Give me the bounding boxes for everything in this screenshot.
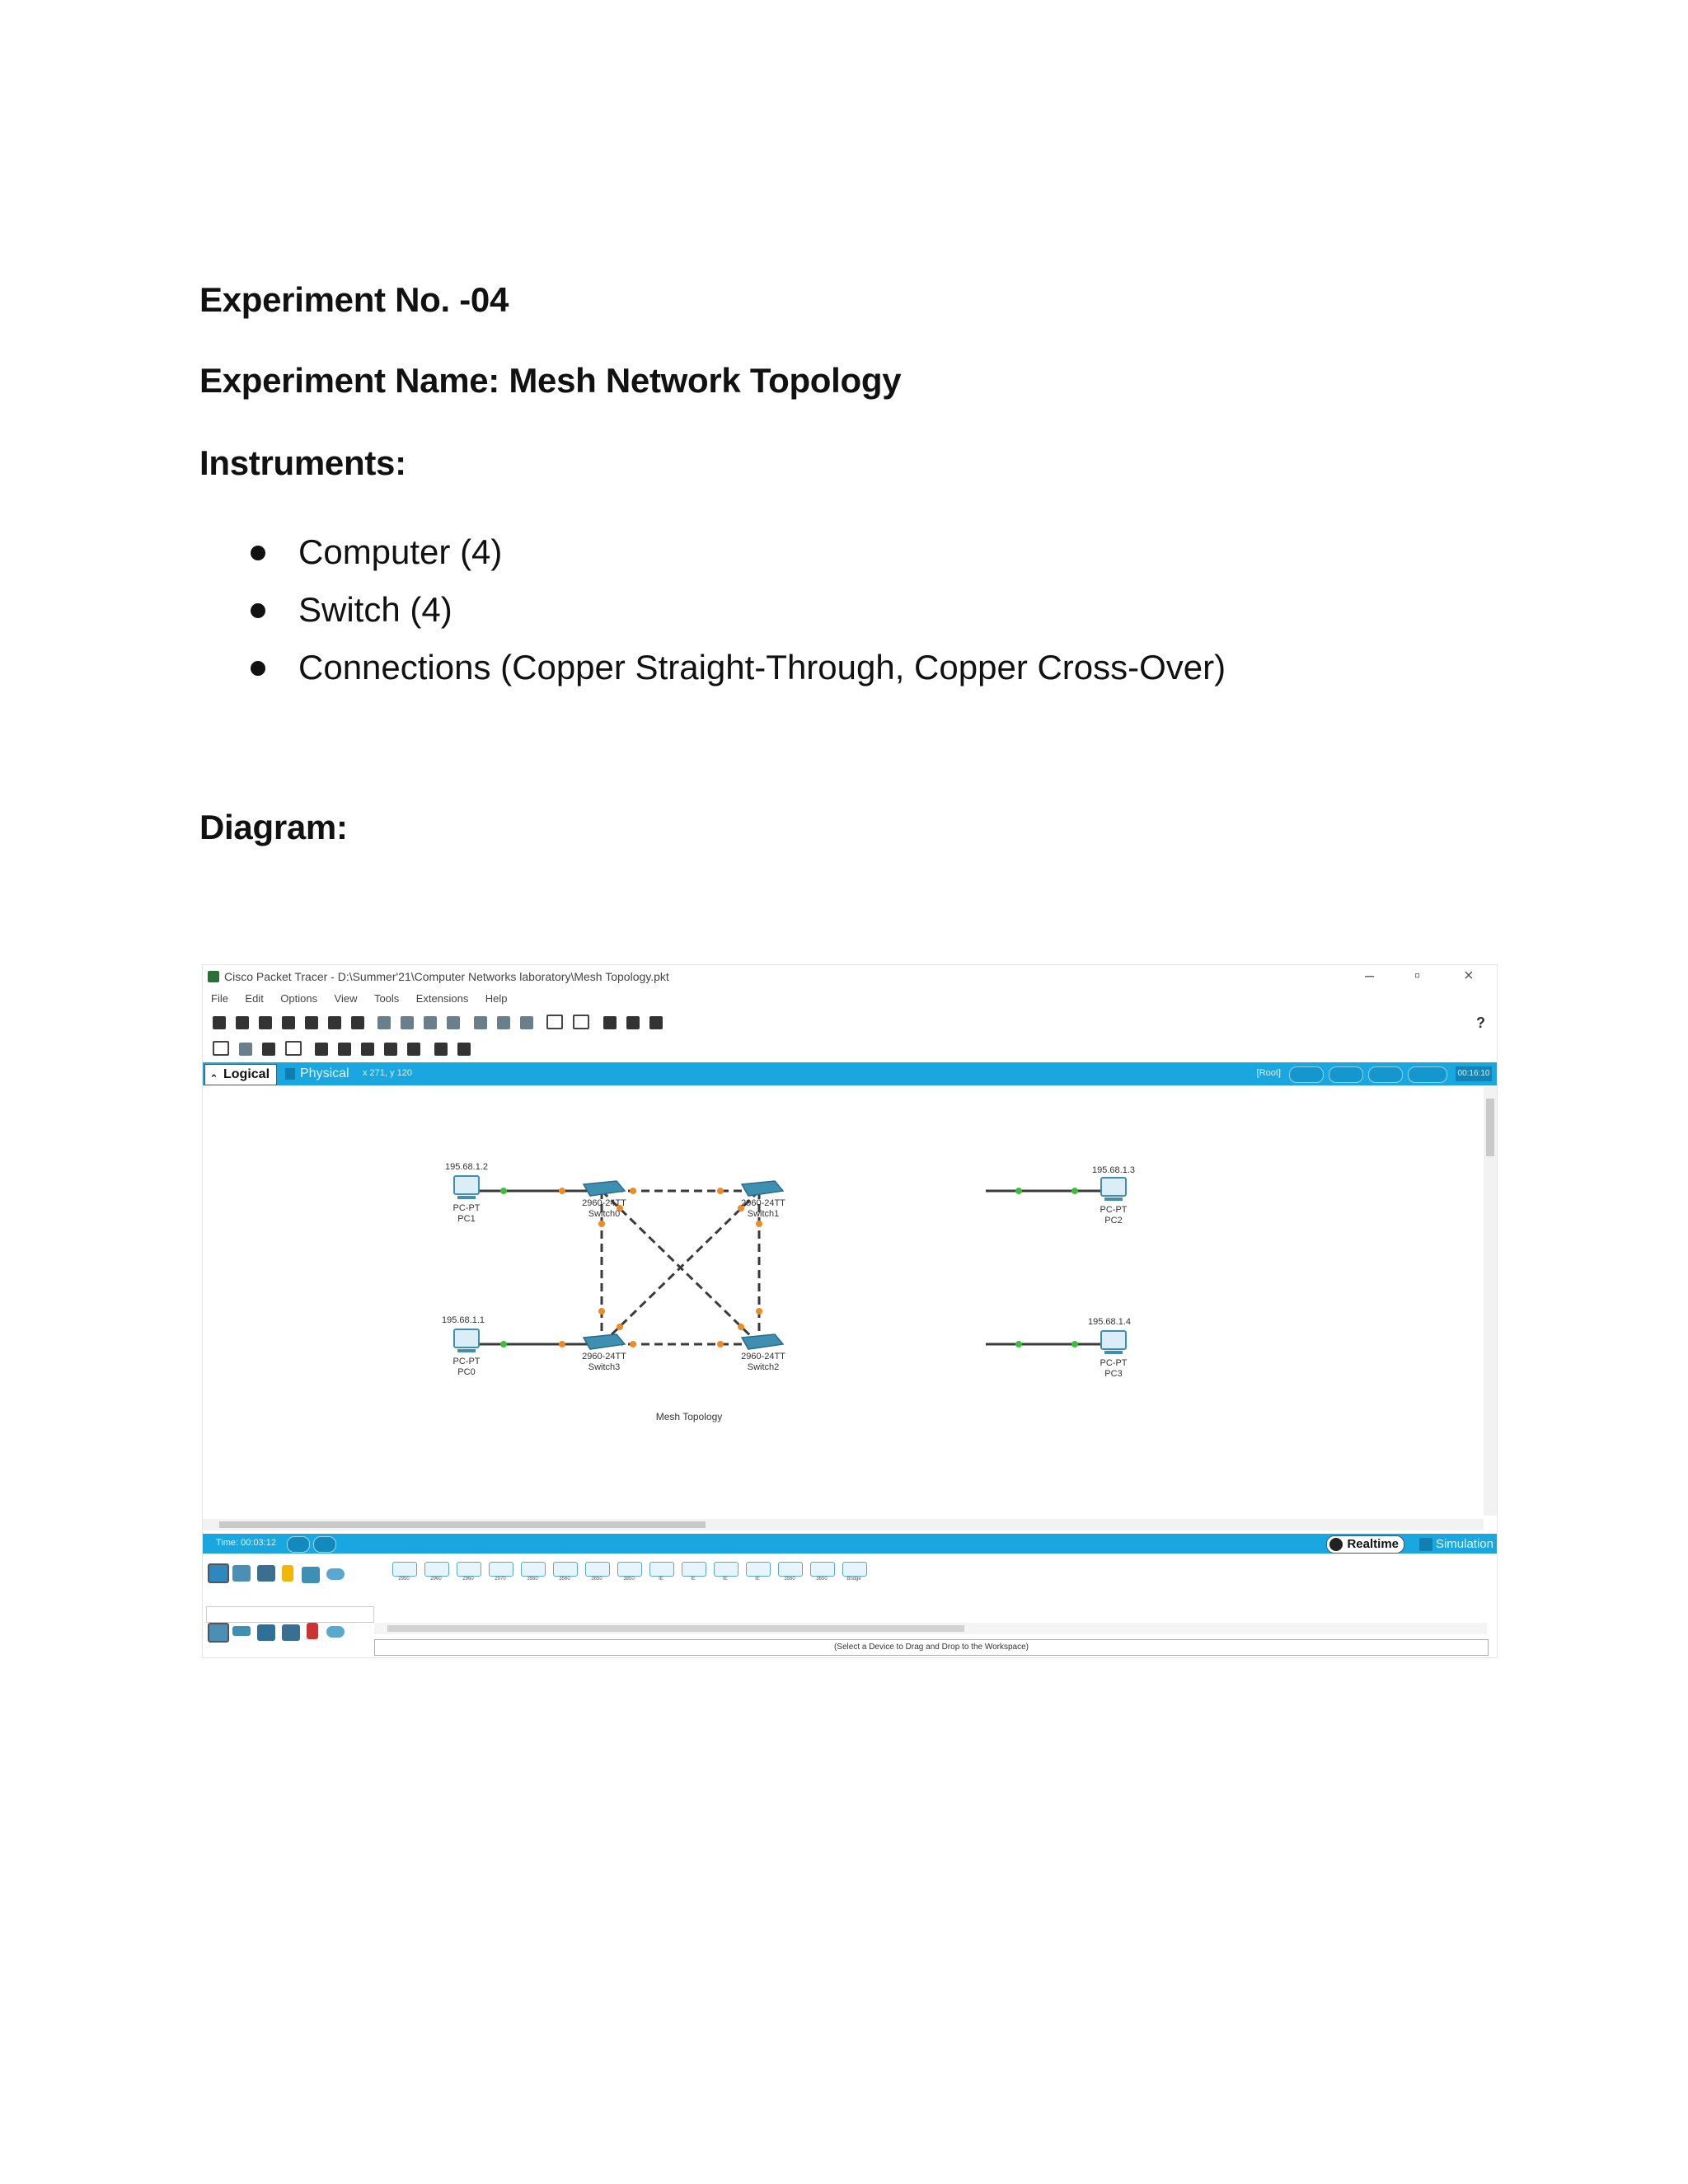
pc-icon <box>1101 1178 1126 1196</box>
common-tools-bar <box>208 1038 476 1059</box>
delete-icon[interactable] <box>262 1043 275 1056</box>
switch-model-icon <box>424 1562 449 1577</box>
window-title: Cisco Packet Tracer - D:\Summer'21\Computer Networks laboratory\Mesh Topology.pkt <box>224 970 669 983</box>
zoom-reset-icon[interactable] <box>497 1016 510 1029</box>
switch-name: Switch3 <box>588 1362 621 1372</box>
zoom-in-icon[interactable] <box>474 1016 487 1029</box>
time-bar <box>203 1534 1497 1554</box>
switch-model-icon <box>649 1562 674 1577</box>
switch-name: Switch0 <box>588 1209 621 1219</box>
switch-model-label: 3560 <box>559 1577 570 1582</box>
pc-icon <box>454 1176 479 1194</box>
switch-model-label: 2950 <box>398 1577 410 1582</box>
switch-model-label: 3650 <box>816 1577 828 1582</box>
switch-model-label: 2960 <box>430 1577 442 1582</box>
link-light <box>1015 1341 1022 1347</box>
pc-model: PC-PT <box>452 1203 481 1213</box>
select-icon[interactable] <box>213 1041 229 1056</box>
clock-display: 00:16:10 <box>1456 1066 1492 1081</box>
link-light <box>1015 1188 1022 1194</box>
custom-device-icon[interactable] <box>573 1015 589 1029</box>
link-light <box>598 1221 605 1227</box>
switch-model: 2960-24TT <box>741 1352 785 1361</box>
drawing-palette-icon[interactable] <box>546 1015 563 1029</box>
pc-model: PC-PT <box>452 1357 481 1366</box>
switch-model-label: 3560 <box>527 1577 538 1582</box>
switch-model-icon <box>778 1562 803 1577</box>
pc-pc0[interactable] <box>442 1315 485 1377</box>
menu-edit[interactable]: Edit <box>245 992 264 1005</box>
pc-icon <box>1101 1331 1126 1349</box>
device-subcategories <box>206 1619 371 1647</box>
app-logo-icon <box>208 971 219 982</box>
link-light <box>738 1324 744 1330</box>
switch-model-icon <box>617 1562 642 1577</box>
device-categories <box>206 1560 387 1588</box>
simulation-mode-button[interactable]: Simulation <box>1419 1537 1493 1551</box>
workspace-tab-bar <box>203 1062 1497 1085</box>
link-light <box>756 1308 762 1315</box>
wireless-icon[interactable] <box>282 1624 300 1641</box>
switch-model-item[interactable] <box>423 1560 449 1585</box>
zoom-out-icon[interactable] <box>520 1016 533 1029</box>
title-bar <box>203 965 1497 990</box>
link-status-lights <box>500 1188 1078 1347</box>
switch-switch0[interactable] <box>582 1181 626 1219</box>
move-object-button[interactable] <box>1408 1066 1447 1083</box>
diagram-heading: Diagram: <box>199 808 348 846</box>
scroll-thumb[interactable] <box>387 1625 964 1632</box>
switch-model-label: IE <box>723 1577 728 1582</box>
tab-logical[interactable]: ⌃ Logical <box>204 1064 277 1085</box>
link-light <box>559 1188 565 1194</box>
menu-file[interactable]: File <box>211 992 228 1005</box>
link-light <box>598 1308 605 1315</box>
pc-icon <box>454 1329 479 1347</box>
switch-model-icon <box>392 1562 417 1577</box>
switch-model-icon <box>842 1562 867 1577</box>
switch-model-item[interactable] <box>391 1560 417 1585</box>
menu-bar <box>203 991 513 1010</box>
viewport-icon[interactable] <box>603 1016 617 1029</box>
switch-model-label: 3560 <box>784 1577 795 1582</box>
switch-model-item[interactable] <box>712 1560 738 1585</box>
pc-base <box>1104 1351 1123 1354</box>
switch-model-icon <box>714 1562 738 1577</box>
hubs-icon[interactable] <box>257 1624 275 1641</box>
switch-model-label: 2970 <box>495 1577 506 1582</box>
viewport-button[interactable] <box>1329 1066 1363 1083</box>
root-label: [Root] <box>1256 1068 1281 1078</box>
switch-model-item[interactable] <box>487 1560 513 1585</box>
switch-model-item[interactable] <box>776 1560 803 1585</box>
activity-wizard-icon[interactable] <box>351 1016 364 1029</box>
switch-icon <box>742 1181 783 1196</box>
main-toolbar <box>208 1011 668 1033</box>
menu-help[interactable]: Help <box>485 992 508 1005</box>
workspace-horizontal-scrollbar[interactable] <box>203 1519 1484 1530</box>
switch-model-item[interactable] <box>584 1560 610 1585</box>
instruments-list <box>247 527 1226 701</box>
pc-base <box>457 1196 476 1199</box>
workspace-vertical-scrollbar[interactable] <box>1484 1087 1497 1516</box>
add-simple-pdu-icon[interactable] <box>434 1043 448 1056</box>
switch-switch1[interactable] <box>741 1181 785 1219</box>
minimize-button[interactable]: – <box>1365 967 1375 985</box>
pc-name: PC2 <box>1104 1216 1123 1226</box>
pc-pc1[interactable] <box>445 1162 488 1224</box>
switch-model-label: IE <box>755 1577 760 1582</box>
switch-model-icon <box>585 1562 610 1577</box>
list-item: Connections (Copper Straight-Through, Copper Cross-Over) <box>247 643 1226 701</box>
list-item: Switch (4) <box>247 585 1226 643</box>
bullet-icon <box>251 661 265 676</box>
cluster-icon[interactable] <box>626 1016 640 1029</box>
switch-model-label: 3650 <box>591 1577 603 1582</box>
switch-model-label: IE <box>691 1577 696 1582</box>
pc-ip: 195.68.1.4 <box>1088 1317 1131 1327</box>
switch-model-icon <box>746 1562 771 1577</box>
pc-pc3[interactable] <box>1088 1317 1131 1379</box>
link-light <box>500 1341 507 1347</box>
switch-switch3[interactable] <box>582 1334 626 1372</box>
bullet-icon <box>251 546 265 560</box>
link-light <box>1071 1188 1078 1194</box>
switch-model: 2960-24TT <box>741 1198 785 1208</box>
pc-ip: 195.68.1.1 <box>442 1315 485 1325</box>
freeform-icon[interactable] <box>407 1043 420 1056</box>
link-light <box>1071 1341 1078 1347</box>
device-hint: (Select a Device to Drag and Drop to the Workspace) <box>374 1639 1489 1656</box>
draw-line-icon[interactable] <box>338 1043 351 1056</box>
switch-model-icon <box>553 1562 578 1577</box>
time-display: Time: 00:03:12 <box>216 1538 276 1548</box>
power-cycle-button[interactable] <box>287 1536 310 1553</box>
undo-icon[interactable] <box>424 1016 437 1029</box>
pc-base <box>1104 1197 1123 1201</box>
link-light <box>756 1221 762 1227</box>
instruments-heading: Instruments: <box>199 443 406 482</box>
switch-model-item[interactable] <box>519 1560 546 1585</box>
tab-physical[interactable]: Physical <box>284 1064 356 1084</box>
save-icon[interactable] <box>259 1016 272 1029</box>
end-devices-icon[interactable] <box>232 1565 251 1582</box>
switch-model-label: IE <box>659 1577 663 1582</box>
switch-model-item[interactable] <box>841 1560 867 1585</box>
list-item: Computer (4) <box>247 527 1226 585</box>
components-icon[interactable] <box>257 1565 275 1582</box>
paste-icon[interactable] <box>401 1016 414 1029</box>
scroll-thumb[interactable] <box>219 1521 706 1528</box>
info-icon[interactable] <box>305 1016 318 1029</box>
switch-model-icon <box>457 1562 481 1577</box>
back-button[interactable] <box>1289 1066 1324 1083</box>
switch-model-label: 2960 <box>462 1577 474 1582</box>
switch-model-icon <box>810 1562 835 1577</box>
network-devices-icon[interactable] <box>208 1563 229 1583</box>
topology-diagram <box>203 1087 1484 1519</box>
pc-name: PC0 <box>457 1367 476 1377</box>
topology-caption: Mesh Topology <box>655 1411 723 1422</box>
image-icon[interactable] <box>649 1016 663 1029</box>
routers-icon[interactable] <box>208 1623 229 1643</box>
logical-workspace[interactable] <box>203 1087 1497 1519</box>
pc-pc2[interactable] <box>1092 1165 1135 1226</box>
link-light <box>717 1341 724 1347</box>
pc-base <box>457 1349 476 1352</box>
security-icon[interactable] <box>307 1623 318 1639</box>
switch-model-item[interactable] <box>455 1560 481 1585</box>
link-light <box>630 1341 636 1347</box>
physical-icon <box>285 1068 295 1080</box>
link-light <box>717 1188 724 1194</box>
switch-model: 2960-24TT <box>582 1198 626 1208</box>
fast-forward-button[interactable] <box>313 1536 336 1553</box>
multiuser-icon[interactable] <box>326 1568 345 1580</box>
menu-tools[interactable]: Tools <box>373 992 400 1005</box>
note-icon[interactable] <box>315 1043 328 1056</box>
menu-options[interactable]: Options <box>280 992 318 1005</box>
logical-icon: ⌃ <box>209 1072 218 1085</box>
add-complex-pdu-icon[interactable] <box>457 1043 471 1056</box>
pc-ip: 195.68.1.3 <box>1092 1165 1135 1175</box>
switch-model-item[interactable] <box>809 1560 835 1585</box>
link-light <box>559 1341 565 1347</box>
close-button[interactable]: × <box>1464 967 1474 985</box>
switch-model-icon <box>682 1562 706 1577</box>
misc-icon[interactable] <box>302 1567 320 1583</box>
print-icon[interactable] <box>282 1016 295 1029</box>
resize-shape-icon[interactable] <box>285 1041 302 1056</box>
clock-icon <box>1329 1538 1343 1551</box>
links <box>479 1191 1101 1344</box>
switch-models-bar <box>373 1557 950 1590</box>
switch-model-label: Bridge <box>846 1577 861 1582</box>
connections-icon[interactable] <box>282 1565 293 1582</box>
switch-model-label: 3850 <box>623 1577 635 1582</box>
link-light <box>617 1324 623 1330</box>
open-icon[interactable] <box>236 1016 249 1029</box>
switch-model-icon <box>521 1562 546 1577</box>
maximize-button[interactable]: ▫ <box>1414 967 1421 985</box>
bullet-icon <box>251 603 265 618</box>
switch-name: Switch2 <box>747 1362 780 1372</box>
switch-model-item[interactable] <box>680 1560 706 1585</box>
pc-model: PC-PT <box>1100 1205 1128 1215</box>
menu-extensions[interactable]: Extensions <box>415 992 469 1005</box>
link-light <box>630 1188 636 1194</box>
network-info-icon[interactable] <box>328 1016 341 1029</box>
pc-name: PC3 <box>1104 1369 1123 1379</box>
copy-icon[interactable] <box>377 1016 391 1029</box>
switch-icon <box>584 1181 625 1196</box>
new-file-icon[interactable] <box>213 1016 226 1029</box>
scroll-thumb[interactable] <box>1486 1099 1494 1156</box>
help-icon[interactable]: ? <box>1476 1015 1485 1031</box>
experiment-number: Experiment No. -04 <box>199 280 509 319</box>
switch-model: 2960-24TT <box>582 1352 626 1361</box>
switch-switch2[interactable] <box>741 1334 785 1372</box>
switch-name: Switch1 <box>747 1209 780 1219</box>
realtime-mode-button[interactable]: Realtime <box>1326 1535 1404 1554</box>
switch-model-item[interactable] <box>648 1560 674 1585</box>
switch-model-item[interactable] <box>616 1560 642 1585</box>
rectangle-icon[interactable] <box>361 1043 374 1056</box>
device-list-scrollbar[interactable] <box>374 1623 1487 1634</box>
inspect-icon[interactable] <box>239 1043 252 1056</box>
switch-model-item[interactable] <box>551 1560 578 1585</box>
new-cluster-button[interactable] <box>1368 1066 1403 1083</box>
switch-model-item[interactable] <box>744 1560 771 1585</box>
simulation-icon <box>1419 1538 1432 1551</box>
cursor-coordinates: x 271, y 120 <box>363 1068 412 1078</box>
pc-model: PC-PT <box>1100 1358 1128 1368</box>
switches-icon[interactable] <box>232 1626 251 1636</box>
experiment-name: Experiment Name: Mesh Network Topology <box>199 361 902 400</box>
packet-tracer-window <box>202 964 1498 1658</box>
switch-icon <box>742 1334 783 1349</box>
pc-ip: 195.68.1.2 <box>445 1162 488 1172</box>
redo-icon[interactable] <box>447 1016 460 1029</box>
pc-name: PC1 <box>457 1214 476 1224</box>
menu-view[interactable]: View <box>334 992 358 1005</box>
switch-model-icon <box>489 1562 513 1577</box>
wan-emulation-icon[interactable] <box>326 1626 345 1638</box>
ellipse-icon[interactable] <box>384 1043 397 1056</box>
switch-icon <box>584 1334 625 1349</box>
link-light <box>500 1188 507 1194</box>
